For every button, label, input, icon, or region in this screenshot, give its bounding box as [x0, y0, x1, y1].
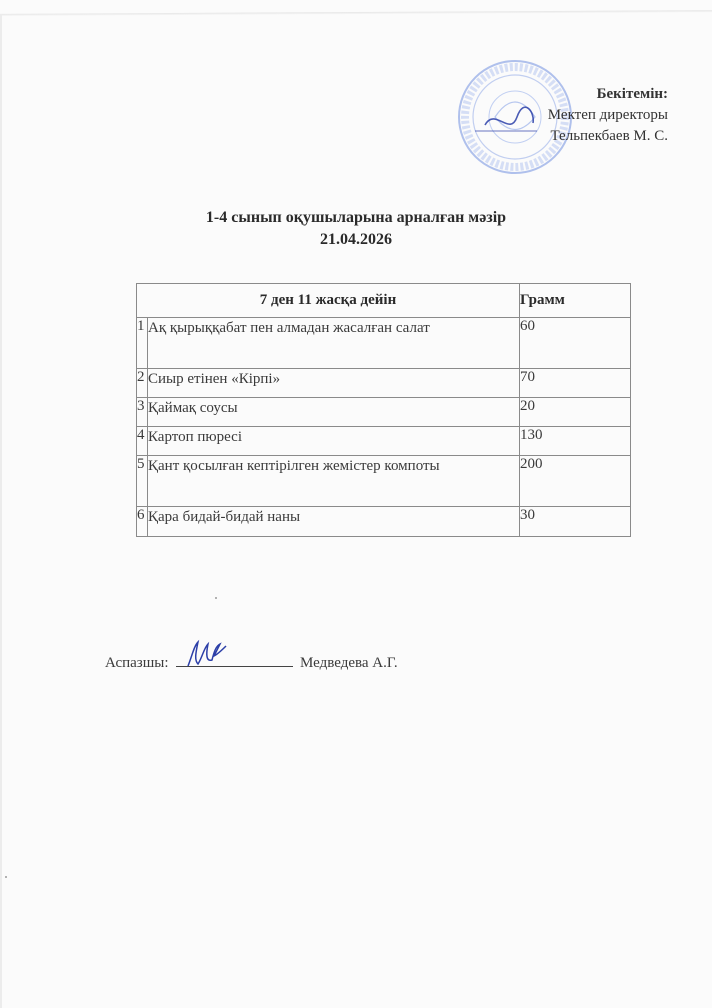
row-grams: 200 — [520, 456, 631, 507]
row-number: 6 — [137, 507, 148, 537]
scan-edge-left — [0, 14, 2, 1008]
row-dish: Қаймақ соусы — [148, 398, 520, 427]
table-row — [137, 318, 631, 369]
row-dish: Картоп пюресі — [148, 427, 520, 456]
header-age-group: 7 ден 11 жасқа дейін — [137, 284, 520, 318]
cook-name: Медведева А.Г. — [300, 655, 398, 671]
approval-name: Тельпекбаев М. С. — [550, 128, 668, 144]
title-text: 1-4 сынып оқушыларына арналған мәзір — [205, 209, 507, 226]
cook-label: Аспазшы: — [105, 655, 169, 671]
approval-heading: Бекітемін: — [596, 86, 668, 102]
table-row — [137, 398, 631, 427]
table-row — [137, 369, 631, 398]
row-number: 2 — [137, 369, 148, 398]
scan-speck — [215, 597, 217, 599]
scan-edge-line — [0, 10, 712, 16]
cook-signature-line — [105, 652, 398, 672]
row-number: 5 — [137, 456, 148, 507]
menu-table — [136, 283, 631, 537]
row-grams: 30 — [520, 507, 631, 537]
table-row — [137, 427, 631, 456]
row-grams: 20 — [520, 398, 631, 427]
row-dish: Қара бидай-бидай наны — [148, 507, 520, 537]
table-row — [137, 507, 631, 537]
table-header-row — [137, 284, 631, 318]
scan-speck — [5, 876, 7, 878]
row-dish: Қант қосылған кептірілген жемістер компоты — [148, 456, 520, 507]
header-grams: Грамм — [520, 284, 631, 318]
row-grams: 130 — [520, 427, 631, 456]
row-number: 1 — [137, 318, 148, 369]
row-number: 3 — [137, 398, 148, 427]
document-title — [0, 207, 712, 251]
signature-field — [176, 652, 293, 667]
row-number: 4 — [137, 427, 148, 456]
title-date: 21.04.2026 — [320, 231, 392, 248]
approval-position: Мектеп директоры — [547, 107, 668, 123]
approval-block — [548, 84, 668, 147]
row-grams: 70 — [520, 369, 631, 398]
row-dish: Ақ қырыққабат пен алмадан жасалған салат — [148, 318, 520, 369]
signature-icon — [184, 638, 228, 668]
row-dish: Сиыр етінен «Кірпі» — [148, 369, 520, 398]
row-grams: 60 — [520, 318, 631, 369]
table-row — [137, 456, 631, 507]
